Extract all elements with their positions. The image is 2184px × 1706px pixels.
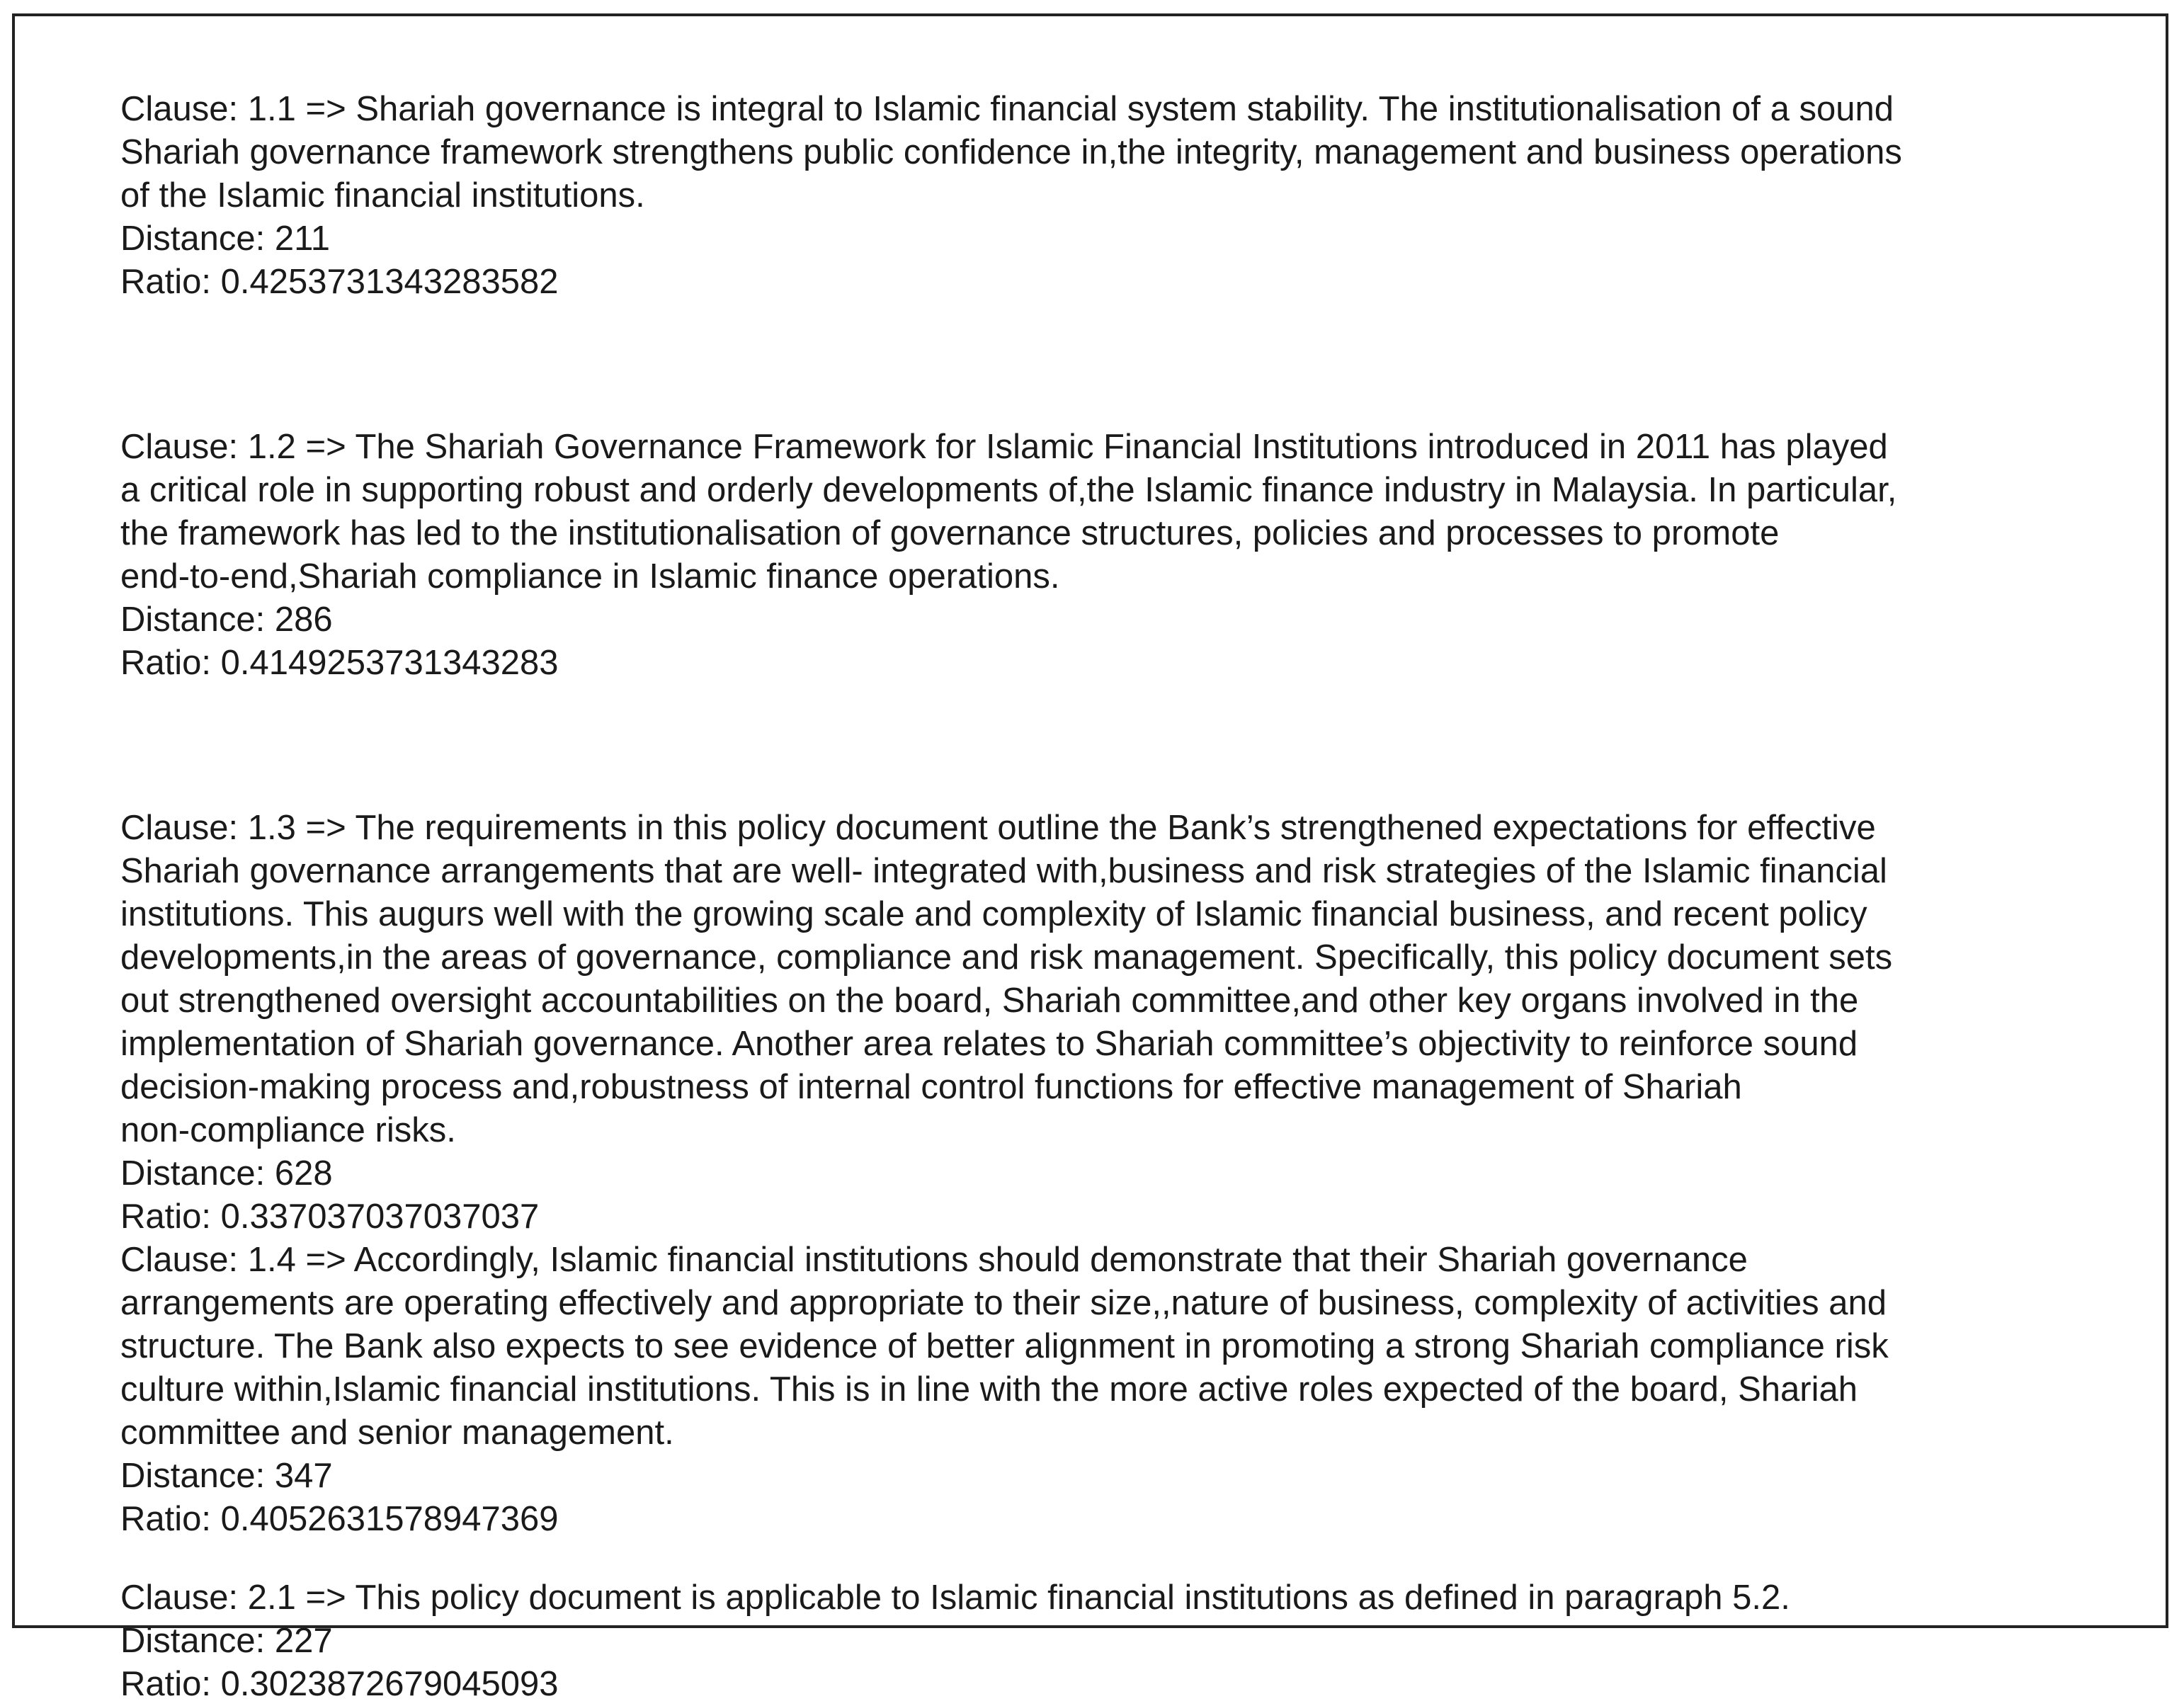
clause-ratio: Ratio: 0.4253731343283582 [120,263,559,301]
clause-text-line: Clause: 2.1 => This policy document is applicable to Islamic financial institutions as defined in paragraph 5.2. [120,1579,1790,1617]
clause-ratio: Ratio: 0.4052631578947369 [120,1500,559,1538]
clause-text-line: structure. The Bank also expects to see evidence of better alignment in promoting a strong Shariah compliance risk [120,1327,1889,1365]
clause-entry [120,807,2018,1239]
clause-entry [120,1576,2018,1706]
clause-distance: Distance: 211 [120,220,330,258]
clause-text-line: culture within,Islamic financial institutions. This is in line with the more active roles expected of the board, Shariah [120,1370,1858,1409]
clause-distance: Distance: 227 [120,1622,333,1660]
clause-text-line: Shariah governance framework strengthens public confidence in,the integrity, management and business operations [120,133,1902,171]
clause-text-line: of the Islamic financial institutions. [120,176,645,215]
clause-text-line: developments,in the areas of governance, compliance and risk management. Specifically, this policy document sets [120,938,1893,977]
clause-text-line: Clause: 1.3 => The requirements in this policy document outline the Bank’s strengthened expectations for effective [120,809,1876,847]
clause-text-line: arrangements are operating effectively and appropriate to their size,,nature of business, complexity of activities and [120,1284,1887,1322]
clause-text-line: Clause: 1.2 => The Shariah Governance Framework for Islamic Financial Institutions introduced in 2011 has played [120,428,1888,466]
clause-text-line: decision-making process and,robustness of internal control functions for effective management of Shariah [120,1068,1742,1106]
clause-text-line: end-to-end,Shariah compliance in Islamic finance operations. [120,557,1060,596]
clause-text-line: Clause: 1.1 => Shariah governance is integral to Islamic financial system stability. The institutionalisation of a sound [120,90,1894,128]
clause-entry [120,88,2018,304]
clause-ratio: Ratio: 0.3023872679045093 [120,1665,559,1703]
clause-text-line: implementation of Shariah governance. Another area relates to Shariah committee’s objectivity to reinforce sound [120,1025,1858,1063]
clause-text-line: committee and senior management. [120,1414,674,1452]
clause-text-line: non-compliance risks. [120,1111,456,1149]
clause-distance: Distance: 347 [120,1457,333,1495]
clause-ratio: Ratio: 0.337037037037037 [120,1198,540,1236]
clause-text-line: the framework has led to the institutionalisation of governance structures, policies and processes to promote [120,514,1780,552]
clause-entry [120,426,2018,685]
clause-distance: Distance: 286 [120,601,333,639]
clause-text-line: a critical role in supporting robust and orderly developments of,the Islamic finance industry in Malaysia. In particular, [120,471,1897,509]
clause-entry [120,1239,2018,1541]
clause-text-line: Clause: 1.4 => Accordingly, Islamic financial institutions should demonstrate that their Shariah governance [120,1241,1748,1279]
clause-text-line: institutions. This augurs well with the growing scale and complexity of Islamic financial business, and recent policy [120,895,1867,933]
clause-distance: Distance: 628 [120,1154,333,1193]
clause-list [120,88,2018,1706]
clause-text-line: Shariah governance arrangements that are well- integrated with,business and risk strategies of the Islamic financial [120,852,1887,890]
clause-ratio: Ratio: 0.4149253731343283 [120,644,559,682]
clause-text-line: out strengthened oversight accountabilities on the board, Shariah committee,and other key organs involved in the [120,982,1859,1020]
